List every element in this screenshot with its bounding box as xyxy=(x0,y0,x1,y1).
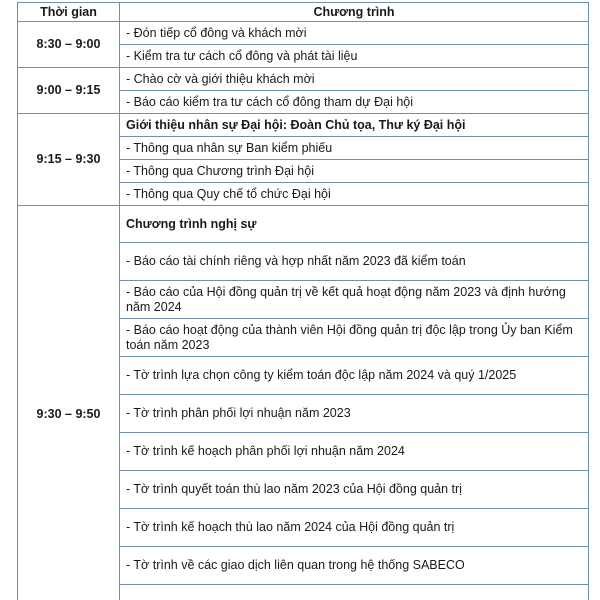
agenda-item: - Báo cáo của Hội đồng quản trị về kết quả hoạt động năm 2023 và định hướng năm 2024 xyxy=(120,281,589,319)
agenda-item: - Chào cờ và giới thiệu khách mời xyxy=(120,68,589,91)
agenda-item: - Tờ trình lựa chọn công ty kiểm toán độc lập năm 2024 và quý 1/2025 xyxy=(120,357,589,395)
time-cell: 8:30 – 9:00 xyxy=(18,22,120,68)
agenda-item: - Tờ trình về các giao dịch liên quan trong hệ thống SABECO xyxy=(120,547,589,585)
agenda-item: - Thông qua Chương trình Đại hội xyxy=(120,160,589,183)
agenda-item: - Thông qua Quy chế tổ chức Đại hội xyxy=(120,183,589,206)
header-program: Chương trình xyxy=(120,3,589,22)
time-cell: 9:00 – 9:15 xyxy=(18,68,120,114)
agenda-item: - Kiểm tra tư cách cổ đông và phát tài liệu xyxy=(120,45,589,68)
agenda-item: - Tờ trình quyết toán thù lao năm 2023 của Hội đồng quản trị xyxy=(120,471,589,509)
agenda-item: - Đón tiếp cổ đông và khách mời xyxy=(120,22,589,45)
agenda-item: - Tờ trình phân phối lợi nhuận năm 2023 xyxy=(120,395,589,433)
header-time: Thời gian xyxy=(18,3,120,22)
table-row xyxy=(18,206,589,243)
agenda-item-empty xyxy=(120,585,589,600)
agenda-item: - Tờ trình kế hoạch thù lao năm 2024 của Hội đồng quản trị xyxy=(120,509,589,547)
agenda-heading: Chương trình nghị sự xyxy=(120,206,589,243)
table-row xyxy=(18,114,589,137)
table-row xyxy=(18,68,589,91)
agenda-item: - Báo cáo tài chính riêng và hợp nhất năm 2023 đã kiểm toán xyxy=(120,243,589,281)
agenda-item: - Báo cáo hoạt động của thành viên Hội đồng quản trị độc lập trong Ủy ban Kiểm toán năm 2023 xyxy=(120,319,589,357)
time-cell: 9:30 – 9:50 xyxy=(18,206,120,600)
agenda-item: - Báo cáo kiểm tra tư cách cổ đông tham dự Đại hội xyxy=(120,91,589,114)
time-cell: 9:15 – 9:30 xyxy=(18,114,120,206)
header-row xyxy=(18,3,589,22)
agenda-item: - Tờ trình kế hoạch phân phối lợi nhuận năm 2024 xyxy=(120,433,589,471)
agenda-item: - Thông qua nhân sự Ban kiểm phiếu xyxy=(120,137,589,160)
agenda-heading: Giới thiệu nhân sự Đại hội: Đoàn Chủ tọa, Thư ký Đại hội xyxy=(120,114,589,137)
agenda-table xyxy=(17,2,589,600)
table-row xyxy=(18,22,589,45)
